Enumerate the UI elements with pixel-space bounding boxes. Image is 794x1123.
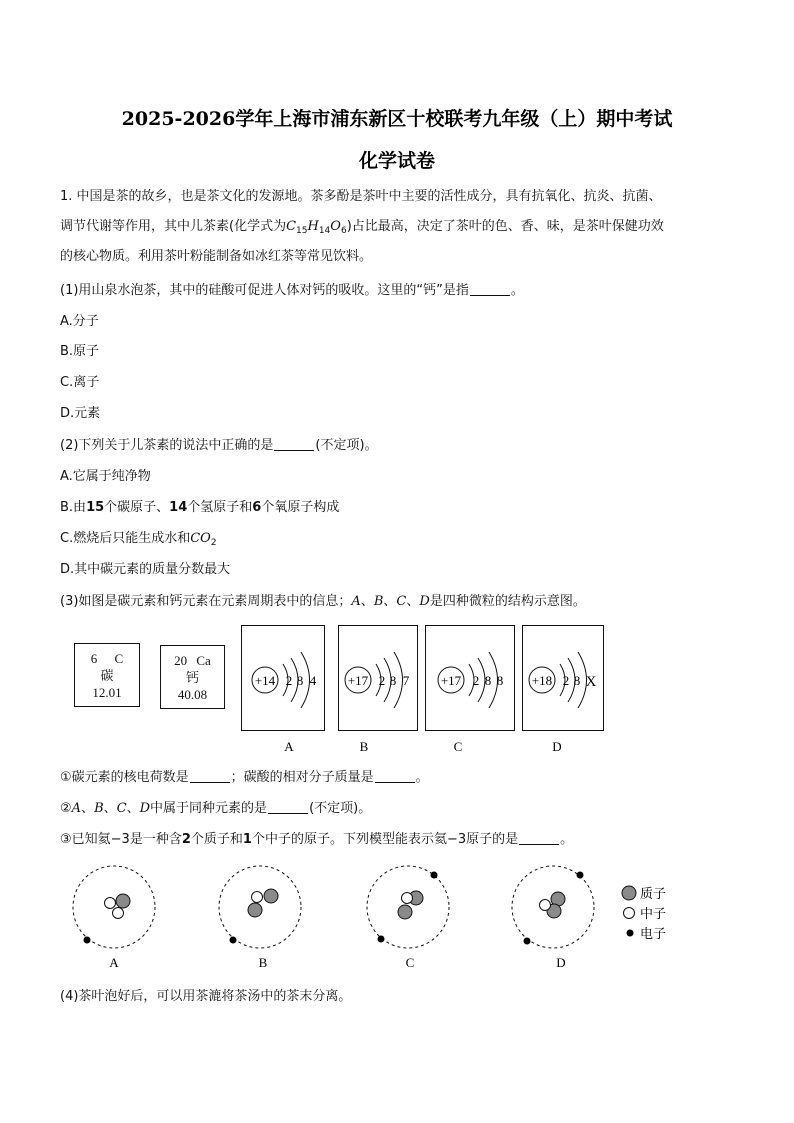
p2-option-d: D.其中碳元素的质量分数最大 [60,562,231,577]
element-symbol: Ca [196,653,211,668]
electron-particle [524,938,531,945]
formula-c-sub: 15 [296,226,308,236]
p3-sub3-text: 个中子的原子。下列模型能表示氦 [251,832,447,847]
electron-particle [378,936,385,943]
opt-text: B.由 [60,500,87,515]
sep: 、 [383,594,397,609]
shell-count: 2 [562,673,570,688]
answer-blank [190,770,230,783]
shell-count: 7 [402,673,410,688]
p3-sub2-text: ② [60,801,72,816]
p3-sub3-text: −3原子的是 [446,832,519,847]
opt-text: 个氧原子构成 [261,500,340,515]
p3-sub2-end: (不定项)。 [309,801,372,816]
electron-particle [230,937,237,944]
element-symbol: C [114,651,124,666]
p3-sub1 [60,769,738,787]
opt-text: 个碳原子、 [104,500,170,515]
intro-text: )占比最高，决定了茶叶的色、香、味，是茶叶保健功效 [346,219,664,234]
shell-count: 8 [389,673,397,688]
neutron-particle [540,900,551,911]
electron-particle [431,872,438,879]
answer-blank [519,832,559,845]
label-c: C [116,801,127,816]
sep: 、 [360,594,374,609]
helium-model-b [219,866,301,948]
shell-count-unknown: X [585,674,597,690]
atomic-number: 6 [90,651,98,666]
p1-option-d: D.元素 [60,406,101,421]
p3-sub2-text: 中属于同种元素的是 [150,801,268,816]
number: 2 [181,832,191,847]
exam-subtitle: 化学试卷 [358,150,435,172]
shell-count: 2 [285,673,293,688]
nucleus-charge: +18 [531,673,553,688]
opt-text: C.燃烧后只能生成水和 [60,531,191,546]
formula-o: O [330,219,341,234]
atomic-number: 20 [174,653,188,668]
legend-proton-label: 质子 [640,887,667,902]
element-name: 碳 [100,668,114,683]
label-b: B [373,594,384,609]
nucleus-charge: +14 [254,673,276,688]
atom-d [529,652,597,708]
caption-d: D [552,739,562,754]
shell-count: 8 [496,673,504,688]
label-d: D [419,594,430,609]
model-caption-a: A [109,955,119,970]
p3-sub3-text: 个质子和 [190,832,243,847]
electron-particle [84,937,91,944]
caption-c: C [453,739,463,754]
proton-particle [116,894,130,908]
formula-h-sub: 14 [318,226,331,236]
neutron-particle [113,908,124,919]
atom-captions [284,739,561,754]
label-a: A [71,801,82,816]
nucleus-charge: +17 [347,673,369,688]
proton-particle [398,905,412,919]
p3-sub3 [60,831,738,849]
helium-model-c [367,866,449,948]
p1-option-a: A.分子 [60,314,99,329]
proton-particle [264,889,278,903]
opt-number: 15 [86,500,105,515]
atom-b [345,652,410,708]
helium-model-d [512,866,594,948]
formula-c: C [286,219,297,234]
p3-sub3-end: 。 [560,832,574,847]
opt-number: 6 [252,500,262,515]
label-b: B [94,801,104,816]
p3-sub1-end: 。 [415,770,429,785]
p1-stem-end: 。 [510,283,524,298]
p3-sub3-text: ③已知氦 [60,832,111,847]
caption-a: A [284,739,294,754]
model-caption-d: D [556,955,566,970]
sep: 、 [81,801,95,816]
legend-electron-swatch [627,930,634,937]
nucleus-charge: +17 [440,673,462,688]
sep: 、 [126,801,140,816]
p3-sub3-text: −3是一种含 [110,832,182,847]
q1-intro-line1: 1. 中国是茶的故乡，也是茶文化的发源地。茶多酚是茶叶中主要的活性成分，具有抗氧化、抗炎、抗菌、 [60,189,662,204]
formula-co-sub: 2 [210,538,217,548]
model-caption-b: B [258,955,268,970]
label-c: C [396,594,407,609]
opt-text: 个氢原子和 [187,500,253,515]
p3-text: 是四种微粒的结构示意图。 [429,594,586,609]
shell-count: 8 [573,673,581,688]
p1-stem-text: (1)用山泉水泡茶，其中的硅酸可促进人体对钙的吸收。这里的“钙”是指 [60,283,469,298]
intro-text: 调节代谢等作用，其中儿茶素(化学式为 [60,219,287,234]
p3-sub1-text: ；碳酸的相对分子质量是 [230,770,374,785]
atom-a [252,652,317,708]
atom-c [438,652,503,708]
q1-intro-line3: 的核心物质。利用茶叶粉能制备如冰红茶等常见饮料。 [60,249,373,264]
number: 1 [242,832,252,847]
model-caption-c: C [405,955,415,970]
formula-co: CO [190,531,211,546]
p2-option-a: A.它属于纯净物 [60,469,151,484]
p3-text: (3)如图是碳元素和钙元素在元素周期表中的信息； [60,594,352,609]
p2-stem-end: (不定项)。 [315,438,378,453]
label-d: D [139,801,151,816]
opt-number: 14 [169,500,188,515]
neutron-particle [402,893,413,904]
exam-title: 2025-2026学年上海市浦东新区十校联考九年级（上）期中考试 [121,108,673,130]
shell-count: 2 [378,673,386,688]
label-a: A [351,594,361,609]
shell-count: 8 [484,673,492,688]
helium-captions [109,955,565,970]
legend-neutron-swatch [624,908,635,919]
answer-blank [375,770,415,783]
atomic-mass: 12.01 [92,685,122,700]
legend-proton-swatch [622,886,636,900]
helium-model-a [73,866,155,948]
p4-stem: (4)茶叶泡好后，可以用茶漉将茶汤中的茶末分离。 [60,989,352,1004]
p1-option-c: C.离子 [60,375,100,390]
legend-electron-label: 电子 [640,927,667,942]
p2-stem-text: (2)下列关于儿茶素的说法中正确的是 [60,438,274,453]
atomic-mass: 40.08 [177,687,208,702]
proton-particle [248,903,262,917]
caption-b: B [359,739,369,754]
p1-option-b: B.原子 [60,344,100,359]
shell-count: 2 [472,673,480,688]
p3-sub2 [60,800,738,818]
neutron-particle [105,898,116,909]
shell-count: 8 [296,673,304,688]
formula-o-sub: 6 [340,226,347,236]
sep: 、 [406,594,420,609]
element-name: 钙 [185,670,199,685]
shell-count: 4 [309,673,317,688]
neutron-particle [252,892,263,903]
p3-sub1-text: ①碳元素的核电荷数是 [60,770,189,785]
legend-neutron-label: 中子 [640,907,667,922]
legend [622,886,666,942]
sep: 、 [103,801,117,816]
formula-h: H [307,219,319,234]
electron-particle [577,872,584,879]
answer-blank [268,801,308,814]
